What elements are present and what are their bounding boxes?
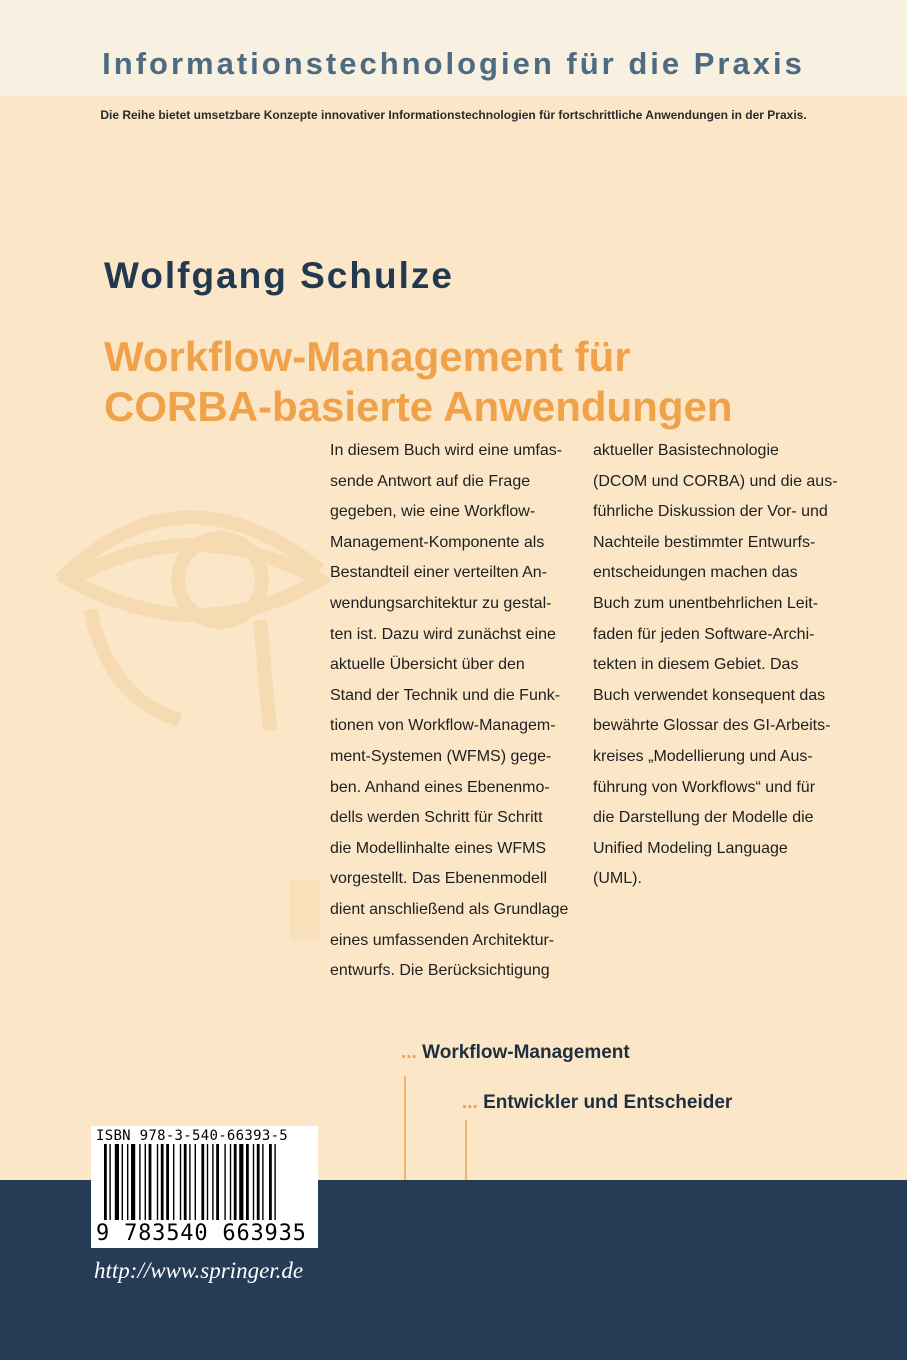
text-line: (DCOM und CORBA) und die aus-: [593, 472, 838, 490]
barcode-bar: [253, 1144, 254, 1220]
barcode-bar: [207, 1144, 208, 1220]
text-line: Unified Modeling Language: [593, 839, 788, 857]
barcode-bar: [104, 1144, 107, 1220]
barcode-bar: [195, 1144, 196, 1220]
eye-watermark-icon: [30, 420, 330, 980]
text-line: entscheidungen machen das: [593, 564, 798, 582]
text-line: gegeben, wie eine Workflow-: [330, 503, 536, 521]
text-line: aktueller Basistechnologie: [593, 442, 779, 459]
publisher-url: http://www.springer.de: [94, 1258, 304, 1283]
barcode-bar: [131, 1144, 135, 1220]
series-title: Informationstechnologien für die Praxis: [102, 46, 805, 81]
keyword-dots: ...: [462, 1092, 478, 1113]
barcode-bar: [157, 1144, 158, 1220]
barcode-bar: [230, 1144, 231, 1220]
barcode-bar: [115, 1144, 119, 1220]
text-line: ben. Anhand eines Ebenenmo-: [330, 778, 550, 796]
barcode-bar: [109, 1144, 110, 1220]
barcode-bar: [161, 1144, 164, 1220]
book-title-line: Workflow-Management für: [104, 333, 631, 380]
keyword-dots: ...: [401, 1042, 417, 1063]
barcode-bar: [145, 1144, 146, 1220]
text-line: kreises „Modellierung und Aus-: [593, 747, 813, 765]
keyword-workflow-management: [401, 1042, 630, 1064]
text-line: Stand der Technik und die Funk-: [330, 686, 561, 704]
barcode-bar: [262, 1144, 263, 1220]
text-line: vorgestellt. Das Ebenenmodell: [330, 870, 548, 888]
text-line: eines umfassenden Architektur-: [330, 931, 555, 949]
book-title: [104, 332, 732, 432]
keyword-divider-line: [404, 1076, 406, 1180]
text-line: Nachteile bestimmter Entwurfs-: [593, 533, 816, 551]
text-line: Buch zum unentbehrlichen Leit-: [593, 594, 819, 612]
barcode-digits: 9 783540 663935: [96, 1221, 307, 1246]
barcode-bar: [189, 1144, 190, 1220]
barcode-bar: [246, 1144, 249, 1220]
barcode-bar: [127, 1144, 128, 1220]
isbn-barcode: [91, 1126, 318, 1248]
text-line: faden für jeden Software-Archi-: [593, 625, 815, 643]
keyword-label: Entwickler und Entscheider: [483, 1092, 733, 1113]
barcode-bar: [184, 1144, 187, 1220]
barcode-bar: [234, 1144, 237, 1220]
barcode-bar: [149, 1144, 152, 1220]
text-line: führung von Workflows“ und für: [593, 778, 816, 796]
text-line: bewährte Glossar des GI-Arbeits-: [593, 717, 831, 735]
keyword-divider-line: [465, 1120, 467, 1180]
text-line: Buch verwendet konsequent das: [593, 686, 826, 704]
barcode-bar: [173, 1144, 174, 1220]
text-line: die Darstellung der Modelle die: [593, 809, 814, 827]
keyword-target-audience: [462, 1092, 732, 1114]
barcode-bar: [216, 1144, 219, 1220]
text-line: dient anschließend als Grundlage: [330, 900, 569, 918]
text-line: In diesem Buch wird eine umfas-: [330, 442, 563, 459]
author-name: Wolfgang Schulze: [104, 255, 454, 296]
barcode-bar: [201, 1144, 204, 1220]
text-line: aktuelle Übersicht über den: [330, 656, 525, 674]
series-description: Die Reihe bietet umsetzbare Konzepte innovativer Informationstechnologien für fortschrittliche Anwendungen in der Praxis.: [100, 108, 807, 122]
text-line: sende Antwort auf die Frage: [330, 472, 531, 490]
text-line: tekten in diesem Gebiet. Das: [593, 656, 799, 674]
barcode-bar: [180, 1144, 181, 1220]
barcode-bar: [239, 1144, 243, 1220]
text-line: entwurfs. Die Berücksichtigung: [330, 962, 550, 980]
text-line: ten ist. Dazu wird zunächst eine: [330, 625, 556, 643]
text-line: die Modellinhalte eines WFMS: [330, 839, 547, 857]
text-line: (UML).: [593, 870, 642, 888]
text-line: führliche Diskussion der Vor- und: [593, 503, 828, 521]
barcode-bar: [274, 1144, 275, 1220]
isbn-number: ISBN 978-3-540-66393-5: [96, 1128, 289, 1144]
barcode-bar: [122, 1144, 123, 1220]
book-title-line: CORBA-basierte Anwendungen: [104, 383, 733, 430]
text-line: dells werden Schritt für Schritt: [330, 809, 543, 827]
barcode-bar: [166, 1144, 169, 1220]
barcode-bar: [212, 1144, 213, 1220]
text-line: wendungsarchitektur zu gestal-: [330, 594, 552, 612]
barcode-icon: [96, 1144, 313, 1222]
barcode-bar: [224, 1144, 225, 1220]
barcode-bar: [269, 1144, 272, 1220]
text-line: tionen von Workflow-Managem-: [330, 717, 556, 735]
keyword-label: Workflow-Management: [422, 1042, 630, 1063]
text-line: ment-Systemen (WFMS) gege-: [330, 747, 552, 765]
barcode-bar: [139, 1144, 140, 1220]
text-line: Management-Komponente als: [330, 533, 545, 551]
description-column-left: [330, 436, 570, 987]
barcode-bar: [257, 1144, 260, 1220]
text-line: Bestandteil einer verteilten An-: [330, 564, 548, 582]
description-column-right: [593, 436, 838, 895]
